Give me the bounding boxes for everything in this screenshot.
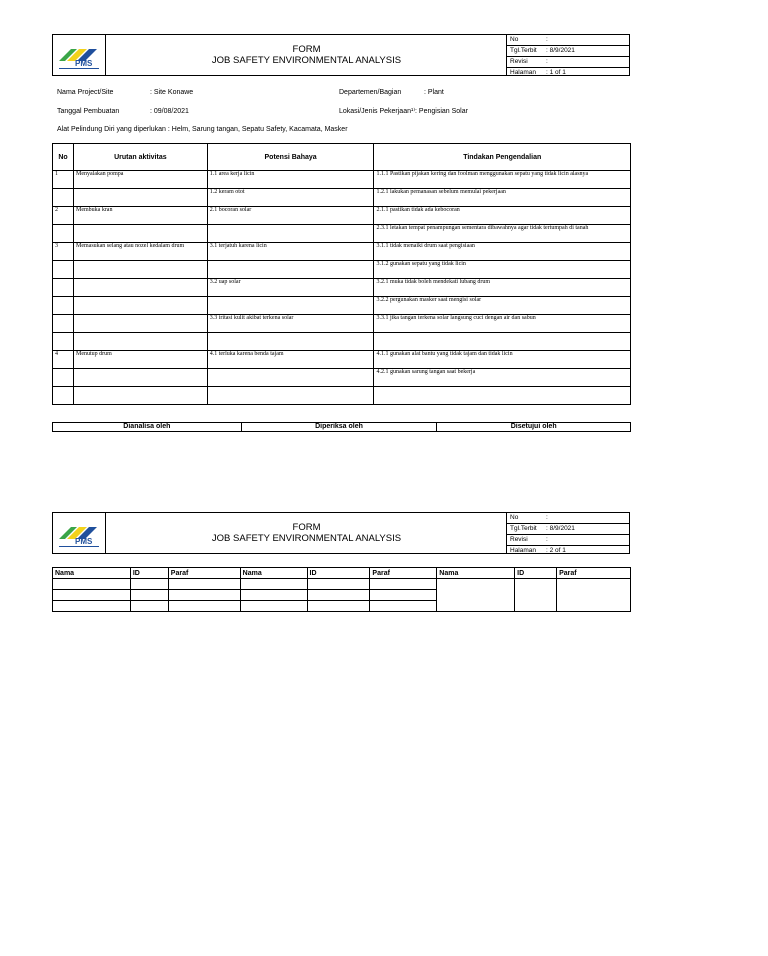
company-logo: [53, 513, 106, 553]
att-cell[interactable]: [307, 590, 370, 601]
date-value: : 09/08/2021: [150, 108, 189, 115]
meta-revisi: Revisi :: [507, 57, 629, 68]
row-activity: Membuka kran: [73, 207, 207, 225]
jsea-row: [53, 243, 631, 261]
att-header-paraf-2: Paraf: [370, 568, 437, 579]
att-header-id-2: ID: [307, 568, 370, 579]
row-activity: Menyalakan pompa: [73, 171, 207, 189]
col-header-activity: Urutan aktivitas: [73, 144, 207, 171]
project-value: : Site Konawe: [150, 89, 194, 96]
pms-logo-icon: [53, 513, 105, 553]
att-header-id-1: ID: [130, 568, 168, 579]
jsea-row: [53, 351, 631, 369]
row-control: 3.2.2 pergunakan masker saat mengisi solar: [374, 297, 631, 315]
att-cell[interactable]: [370, 590, 437, 601]
row-control: 3.2.1 muka tidak boleh mendekati lubang drum: [374, 279, 631, 297]
row-no: [53, 189, 74, 207]
form-title-line2: JOB SAFETY ENVIRONMENTAL ANALYSIS: [211, 55, 402, 66]
att-header-id-3: ID: [515, 568, 557, 579]
row-no: [53, 297, 74, 315]
row-hazard: [207, 333, 374, 351]
signoff-table: [52, 422, 631, 432]
row-no: 1: [53, 171, 74, 189]
row-control: 1.1.1 Pastikan pijakan kering dan foolman menggunakan sepatu yang tidak licin alasnya: [374, 171, 631, 189]
att-cell[interactable]: [168, 590, 240, 601]
row-control: 2.3.1 letakan tempat penampungan sementara dibawahnya agar tidak tertumpah di tanah: [374, 225, 631, 243]
att-cell[interactable]: [370, 579, 437, 590]
meta-halaman: Halaman : 1 of 1: [510, 69, 566, 76]
jsea-header-row: [53, 144, 631, 171]
row-activity: [73, 369, 207, 387]
row-no: 2: [53, 207, 74, 225]
att-cell[interactable]: [307, 601, 370, 612]
jsea-row: [53, 387, 631, 405]
dept-label: Departemen/Bagian: [339, 89, 402, 96]
att-cell[interactable]: [240, 601, 307, 612]
document-meta: [506, 35, 629, 75]
row-hazard: [207, 297, 374, 315]
col-header-no: No: [53, 144, 74, 171]
signoff-analyzed: Dianalisa oleh: [53, 423, 242, 432]
row-activity: [73, 261, 207, 279]
att-header-paraf-1: Paraf: [168, 568, 240, 579]
row-hazard: [207, 225, 374, 243]
row-hazard: 1.1 area kerja licin: [207, 171, 374, 189]
form-header: [52, 34, 630, 76]
row-hazard: [207, 369, 374, 387]
meta-tgl-terbit: Tgl.Terbit : 8/9/2021: [507, 46, 629, 57]
att-cell[interactable]: [53, 601, 131, 612]
attendance-table: [52, 567, 631, 612]
att-cell[interactable]: [515, 579, 557, 612]
svg-text:PMS: PMS: [75, 537, 93, 546]
row-hazard: 2.1 bocoran solar: [207, 207, 374, 225]
row-activity: [73, 315, 207, 333]
form-header-page2: [52, 512, 630, 554]
form-title: [106, 35, 507, 75]
row-control: 3.3.1 jika tangan terkena solar langsung cuci dengan air dan sabun: [374, 315, 631, 333]
row-control: 3.1.2 gunakan sepatu yang tidak licin: [374, 261, 631, 279]
jsea-row: [53, 225, 631, 243]
row-no: [53, 279, 74, 297]
row-control: 4.1.1 gunakan alat bantu yang tidak tajam dan tidak licin: [374, 351, 631, 369]
row-activity: Memasukan selang atau nozel kedalam drum: [73, 243, 207, 261]
row-control: [374, 387, 631, 405]
jsea-row: [53, 315, 631, 333]
row-control: 3.1.1 tidak menaiki drum saat pengisiaan: [374, 243, 631, 261]
row-activity: [73, 297, 207, 315]
pms-logo-icon: [53, 35, 105, 75]
row-control: 2.1.1 pastikan tidak ada kebocoran: [374, 207, 631, 225]
att-cell[interactable]: [130, 590, 168, 601]
jsea-row: [53, 207, 631, 225]
att-cell[interactable]: [53, 590, 131, 601]
attendance-header-row: [53, 568, 631, 579]
row-no: 3: [53, 243, 74, 261]
row-no: 4: [53, 351, 74, 369]
row-control: [374, 333, 631, 351]
row-no: [53, 387, 74, 405]
row-no: [53, 315, 74, 333]
att-cell[interactable]: [130, 601, 168, 612]
jsea-row: [53, 261, 631, 279]
row-no: [53, 369, 74, 387]
att-cell[interactable]: [370, 601, 437, 612]
svg-text:PMS: PMS: [75, 59, 93, 68]
row-no: [53, 261, 74, 279]
row-hazard: [207, 387, 374, 405]
location-text: Lokasi/Jenis Pekerjaan¹⁾: Pengisian Solar: [339, 108, 468, 115]
row-hazard: 3.3 iritasi kulit akibat terkena solar: [207, 315, 374, 333]
att-cell[interactable]: [240, 590, 307, 601]
row-hazard: [207, 261, 374, 279]
signoff-checked: Diperiksa oleh: [241, 423, 437, 432]
form-title: [106, 513, 507, 553]
signoff-row: [53, 423, 631, 432]
col-header-hazard: Potensi Bahaya: [207, 144, 374, 171]
form-title-line1: FORM: [292, 44, 321, 55]
jsea-table: [52, 143, 631, 405]
meta-revisi: Revisi :: [507, 535, 629, 546]
row-hazard: 3.1 terjatuh karena licin: [207, 243, 374, 261]
signoff-approved: Disetujui oleh: [437, 423, 631, 432]
row-no: [53, 333, 74, 351]
row-hazard: 1.2 keram otot: [207, 189, 374, 207]
jsea-row: [53, 297, 631, 315]
att-header-paraf-3: Paraf: [557, 568, 631, 579]
att-cell[interactable]: [557, 579, 631, 612]
att-cell[interactable]: [130, 579, 168, 590]
att-cell[interactable]: [168, 579, 240, 590]
meta-no: No :: [507, 35, 629, 46]
att-cell[interactable]: [53, 579, 131, 590]
att-header-nama-3: Nama: [437, 568, 515, 579]
row-hazard: 4.1 terluka karena benda tajam: [207, 351, 374, 369]
row-activity: [73, 387, 207, 405]
apd-text: Alat Pelindung Diri yang diperlukan : Helm, Sarung tangan, Sepatu Safety, Kacamata, Masker: [57, 126, 348, 133]
att-header-nama-1: Nama: [53, 568, 131, 579]
jsea-row: [53, 189, 631, 207]
row-activity: [73, 333, 207, 351]
jsea-row: [53, 369, 631, 387]
row-activity: [73, 279, 207, 297]
form-title-line2: JOB SAFETY ENVIRONMENTAL ANALYSIS: [211, 533, 402, 544]
form-title-line1: FORM: [292, 522, 321, 533]
att-cell[interactable]: [437, 579, 515, 612]
att-cell[interactable]: [168, 601, 240, 612]
project-label: Nama Project/Site: [57, 89, 114, 96]
meta-no: No :: [507, 513, 629, 524]
row-activity: Menutup drum: [73, 351, 207, 369]
att-header-nama-2: Nama: [240, 568, 307, 579]
row-control: 4.2.1 gunakan sarung tangan saat bekerja: [374, 369, 631, 387]
document-meta: [506, 513, 629, 553]
company-logo: [53, 35, 106, 75]
date-label: Tanggal Pembuatan: [57, 108, 120, 115]
row-control: 1.2.1 lakukan pemanasan sebelum memulai pekerjaan: [374, 189, 631, 207]
jsea-row: [53, 171, 631, 189]
row-activity: [73, 225, 207, 243]
dept-value: : Plant: [424, 89, 444, 96]
row-no: [53, 225, 74, 243]
col-header-control: Tindakan Pengendalian: [374, 144, 631, 171]
attendance-row: [53, 579, 631, 590]
row-hazard: 3.2 uap solar: [207, 279, 374, 297]
att-cell[interactable]: [307, 579, 370, 590]
row-activity: [73, 189, 207, 207]
jsea-row: [53, 333, 631, 351]
meta-halaman: Halaman : 2 of 1: [510, 547, 566, 554]
meta-tgl-terbit: Tgl.Terbit : 8/9/2021: [507, 524, 629, 535]
jsea-row: [53, 279, 631, 297]
att-cell[interactable]: [240, 579, 307, 590]
